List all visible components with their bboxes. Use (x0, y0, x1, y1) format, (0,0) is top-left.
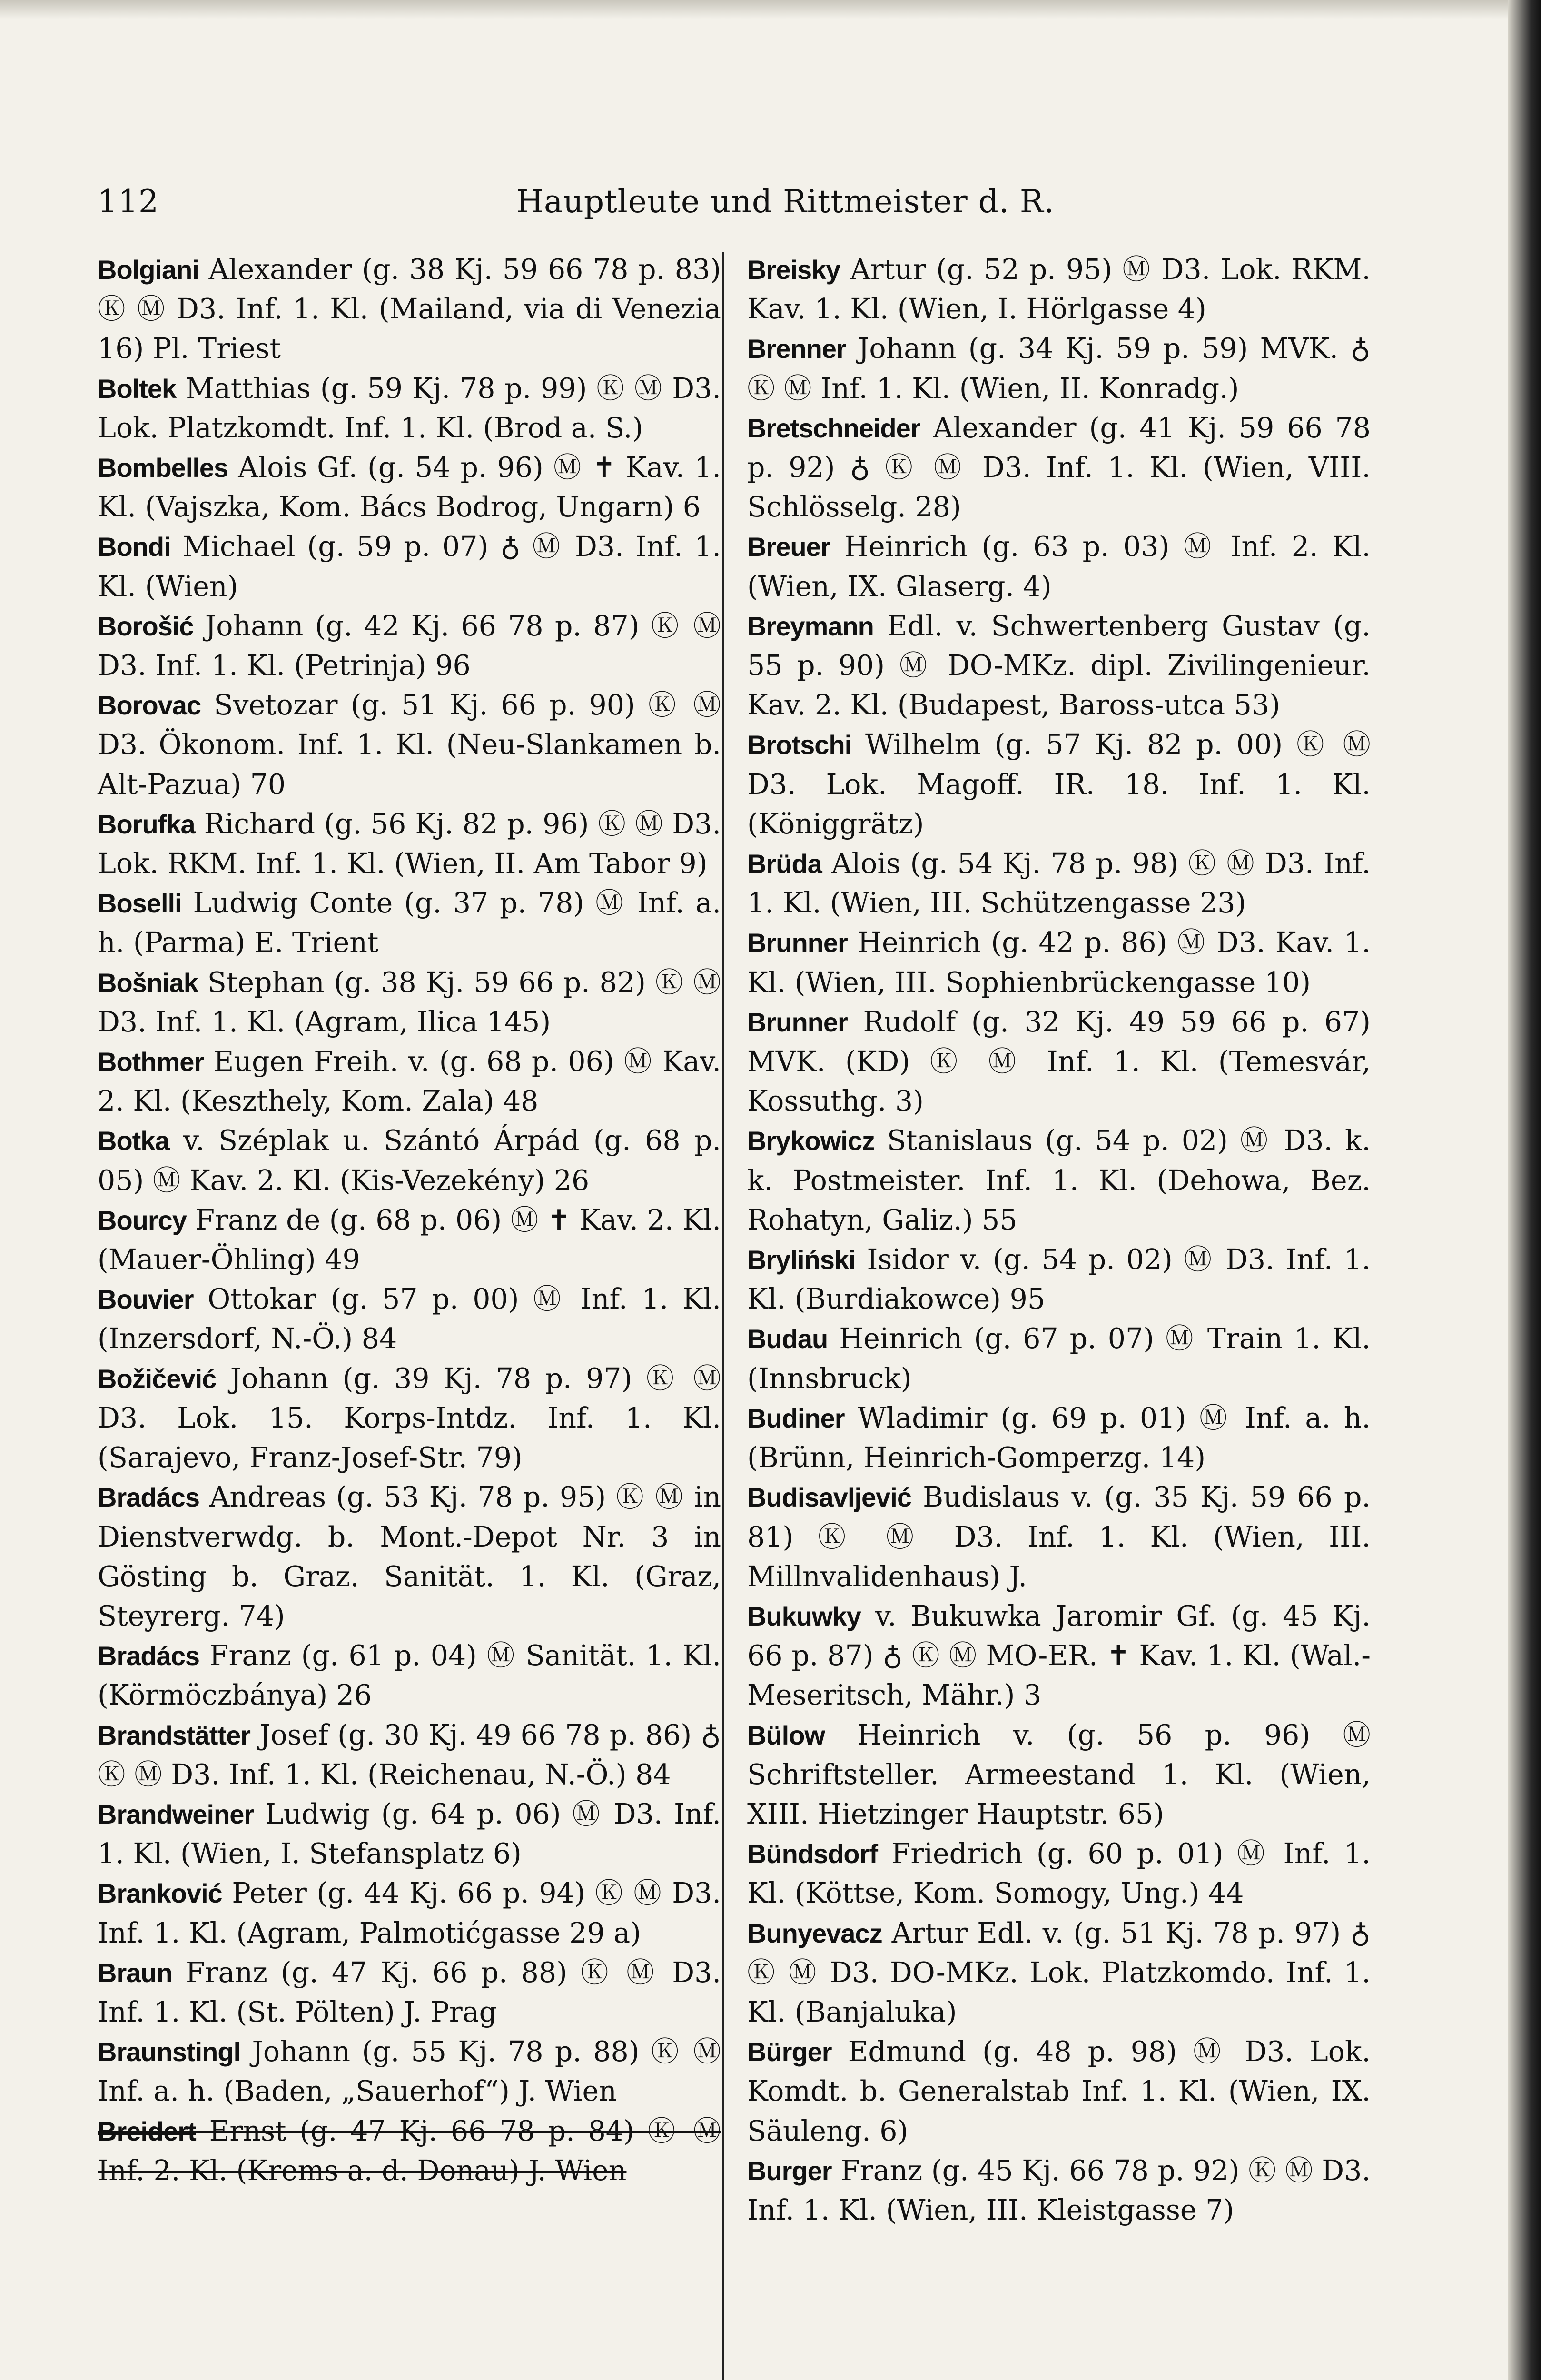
entry-text: Alexander (g. 38 Kj. 59 66 78 p. 83) Ⓚ Ⓜ D3. Inf. 1. Kl. (Mailand, via di Venezia 16) Pl. Triest (98, 253, 721, 365)
entry-text: Matthias (g. 59 Kj. 78 p. 99) Ⓚ Ⓜ D3. Lok. Platzkomdt. Inf. 1. Kl. (Brod a. S.) (98, 372, 721, 444)
entry-name: Bothmer (98, 1047, 204, 1077)
left-column (98, 250, 721, 2191)
directory-entry (747, 1834, 1371, 1913)
directory-entry (98, 883, 721, 962)
directory-entry (98, 1478, 721, 1636)
entry-name: Breymann (747, 611, 874, 641)
entry-name: Borufka (98, 809, 195, 839)
entry-text: Franz (g. 45 Kj. 66 78 p. 92) Ⓚ Ⓜ D3. Inf. 1. Kl. (Wien, III. Kleistgasse 7) (747, 2154, 1371, 2226)
directory-entry (98, 1359, 721, 1478)
directory-entry (98, 1953, 721, 2032)
entry-name: Breidert (98, 2116, 196, 2146)
entry-text: Peter (g. 44 Kj. 66 p. 94) Ⓚ Ⓜ D3. Inf. 1. Kl. (Agram, Palmotićgasse 29 a) (98, 1877, 721, 1949)
entry-name: Bretschneider (747, 413, 920, 443)
entry-name: Bondi (98, 532, 171, 562)
entry-text: Isidor v. (g. 54 p. 02) Ⓜ D3. Inf. 1. Kl. (Burdiakowce) 95 (747, 1243, 1371, 1316)
entry-text: Budislaus v. (g. 35 Kj. 59 66 p. 81) Ⓚ Ⓜ D3. Inf. 1. Kl. (Wien, III. Millnvalidenhaus) J. (747, 1481, 1371, 1593)
entry-name: Bukuwky (747, 1601, 861, 1631)
entry-text: Wladimir (g. 69 p. 01) Ⓜ Inf. a. h. (Brünn, Heinrich-Gomperzg. 14) (747, 1401, 1371, 1474)
page-number: 112 (98, 183, 159, 220)
entry-text: Artur Edl. v. (g. 51 Kj. 78 p. 97) ♁ Ⓚ Ⓜ D3. DO-MKz. Lok. Platzkomdo. Inf. 1. Kl. (Banjaluka) (747, 1916, 1371, 2028)
directory-entry (747, 1319, 1371, 1398)
entry-text: Johann (g. 34 Kj. 59 p. 59) MVK. ♁ Ⓚ Ⓜ Inf. 1. Kl. (Wien, II. Konradg.) (747, 332, 1371, 405)
entry-name: Budiner (747, 1403, 845, 1433)
entry-name: Brüda (747, 849, 822, 879)
column-divider (722, 252, 724, 2380)
entry-name: Bourcy (98, 1205, 187, 1235)
entry-text: Johann (g. 55 Kj. 78 p. 88) Ⓚ Ⓜ Inf. a. h. (Baden, „Sauerhof“) J. Wien (98, 2035, 721, 2108)
entry-text: Heinrich (g. 63 p. 03) Ⓜ Inf. 2. Kl. (Wien, IX. Glaserg. 4) (747, 530, 1371, 603)
entry-name: Boselli (98, 888, 182, 919)
entry-name: Brandweiner (98, 1799, 254, 1829)
entry-text: Franz (g. 61 p. 04) Ⓜ Sanität. 1. Kl. (Körmöczbánya) 26 (98, 1639, 721, 1712)
entry-name: Brandstätter (98, 1720, 250, 1750)
entry-text: Wilhelm (g. 57 Kj. 82 p. 00) Ⓚ Ⓜ D3. Lok. Magoff. IR. 18. Inf. 1. Kl. (Königgrätz) (747, 728, 1371, 840)
entry-name: Borovac (98, 690, 201, 721)
entry-text: Alexander (g. 41 Kj. 59 66 78 p. 92) ♁ Ⓚ Ⓜ D3. Inf. 1. Kl. (Wien, VIII. Schlösselg. 28) (747, 411, 1371, 524)
entry-text: v. Bukuwka Jaromir Gf. (g. 45 Kj. 66 p. 87) ♁ Ⓚ Ⓜ MO-ER. ✝ Kav. 1. Kl. (Wal.-Meseritsch, Mähr.) 3 (747, 1599, 1371, 1712)
entry-name: Braunstingl (98, 2037, 241, 2067)
entry-text: Edl. v. Schwertenberg Gustav (g. 55 p. 90) Ⓜ DO-MKz. dipl. Zivilingenieur. Kav. 2. Kl. (Budapest, Baross-utca 53) (747, 609, 1371, 722)
entry-text: Johann (g. 39 Kj. 78 p. 97) Ⓚ Ⓜ D3. Lok. 15. Korps-Intdz. Inf. 1. Kl. (Sarajevo, Franz-Josef-Str. 79) (98, 1362, 721, 1474)
entry-text: Alois Gf. (g. 54 p. 96) Ⓜ ✝ Kav. 1. Kl. (Vajszka, Kom. Bács Bodrog, Ungarn) 6 (98, 451, 721, 524)
directory-entry (98, 1874, 721, 1953)
directory-entry (747, 1002, 1371, 1121)
directory-entry (747, 606, 1371, 725)
directory-entry (98, 1042, 721, 1121)
page-header (98, 183, 1473, 226)
directory-entry (747, 250, 1371, 329)
entry-name: Brenner (747, 334, 846, 364)
directory-entry (98, 448, 721, 527)
entry-name: Bolgiani (98, 255, 199, 285)
entry-name: Bradács (98, 1641, 200, 1671)
entry-text: Rudolf (g. 32 Kj. 49 59 66 p. 67) MVK. (KD) Ⓚ Ⓜ Inf. 1. Kl. (Temesvár, Kossuthg. 3) (747, 1005, 1371, 1118)
entry-name: Brotschi (747, 730, 852, 760)
directory-entry (98, 606, 721, 685)
entry-text: Artur (g. 52 p. 95) Ⓜ D3. Lok. RKM. Kav. 1. Kl. (Wien, I. Hörlgasse 4) (747, 253, 1371, 326)
entry-name: Bunyevacz (747, 1918, 882, 1948)
directory-entry (747, 1597, 1371, 1716)
entry-name: Bošniak (98, 967, 198, 998)
entry-text: Svetozar (g. 51 Kj. 66 p. 90) Ⓚ Ⓜ D3. Ökonom. Inf. 1. Kl. (Neu-Slankamen b. Alt-Pazua) 70 (98, 689, 721, 801)
entry-name: Budisavljević (747, 1482, 911, 1513)
entry-name: Bradács (98, 1482, 200, 1513)
directory-entry (747, 1398, 1371, 1478)
right-column (747, 250, 1371, 2230)
entry-text: Stanislaus (g. 54 p. 02) Ⓜ D3. k. k. Postmeister. Inf. 1. Kl. (Dehowa, Bez. Rohatyn, Galiz.) 55 (747, 1124, 1371, 1236)
entry-text: Ludwig (g. 64 p. 06) Ⓜ D3. Inf. 1. Kl. (Wien, I. Stefansplatz 6) (98, 1797, 721, 1870)
page-top-shadow (0, 0, 1508, 19)
entry-text: Michael (g. 59 p. 07) ♁ Ⓜ D3. Inf. 1. Kl. (Wien) (98, 530, 721, 603)
page-edge (1508, 0, 1541, 2380)
entry-text: Eugen Freih. v. (g. 68 p. 06) Ⓜ Kav. 2. Kl. (Keszthely, Kom. Zala) 48 (98, 1045, 721, 1118)
directory-entry (98, 685, 721, 804)
directory-entry (747, 1478, 1371, 1597)
directory-entry (98, 1200, 721, 1279)
directory-entry (98, 250, 721, 369)
directory-entry (98, 1716, 721, 1795)
entry-text: Andreas (g. 53 Kj. 78 p. 95) Ⓚ Ⓜ in Dienstverwdg. b. Mont.-Depot Nr. 3 in Gösting b. Graz. Sanität. 1. Kl. (Graz, Steyrerg. 74) (98, 1481, 721, 1632)
entry-name: Burger (747, 2155, 832, 2186)
directory-entry (98, 804, 721, 883)
entry-text: Alois (g. 54 Kj. 78 p. 98) Ⓚ Ⓜ D3. Inf. 1. Kl. (Wien, III. Schützengasse 23) (747, 847, 1371, 920)
entry-text: Edmund (g. 48 p. 98) Ⓜ D3. Lok. Komdt. b. Generalstab Inf. 1. Kl. (Wien, IX. Säuleng. 6) (747, 2035, 1371, 2147)
directory-entry (747, 1716, 1371, 1835)
directory-entry (747, 329, 1371, 408)
directory-entry (98, 1795, 721, 1874)
directory-entry (98, 2032, 721, 2111)
entry-text: Ottokar (g. 57 p. 00) Ⓜ Inf. 1. Kl. (Inzersdorf, N.-Ö.) 84 (98, 1283, 721, 1355)
directory-entry (98, 963, 721, 1042)
directory-entry (98, 1279, 721, 1359)
entry-text: Ludwig Conte (g. 37 p. 78) Ⓜ Inf. a. h. (Parma) E. Trient (98, 887, 721, 959)
entry-text: Johann (g. 42 Kj. 66 78 p. 87) Ⓚ Ⓜ D3. Inf. 1. Kl. (Petrinja) 96 (98, 609, 721, 682)
directory-entry (747, 2151, 1371, 2230)
directory-entry (747, 1240, 1371, 1319)
struck-directory-entry (98, 2112, 721, 2191)
entry-name: Brykowicz (747, 1126, 875, 1156)
directory-entry (98, 1636, 721, 1715)
directory-entry (747, 923, 1371, 1002)
entry-text: Josef (g. 30 Kj. 49 66 78 p. 86) ♁ Ⓚ Ⓜ D3. Inf. 1. Kl. (Reichenau, N.-Ö.) 84 (98, 1718, 721, 1791)
entry-name: Bürger (747, 2037, 832, 2067)
directory-entry (747, 1121, 1371, 1240)
entry-name: Bombelles (98, 453, 228, 483)
directory-entry (98, 527, 721, 606)
entry-text: Heinrich (g. 42 p. 86) Ⓜ D3. Kav. 1. Kl. (Wien, III. Sophienbrückengasse 10) (747, 926, 1371, 999)
entry-name: Božičević (98, 1363, 217, 1394)
directory-entry (747, 527, 1371, 606)
entry-name: Bryliński (747, 1245, 856, 1275)
entry-text: v. Széplak u. Szántó Árpád (g. 68 p. 05) Ⓜ Kav. 2. Kl. (Kis-Vezekény) 26 (98, 1124, 721, 1197)
directory-entry (747, 844, 1371, 923)
entry-text: Heinrich (g. 67 p. 07) Ⓜ Train 1. Kl. (Innsbruck) (747, 1322, 1371, 1395)
entry-name: Braun (98, 1957, 172, 1988)
directory-entry (98, 1121, 721, 1200)
entry-text: Franz de (g. 68 p. 06) Ⓜ ✝ Kav. 2. Kl. (Mauer-Öhling) 49 (98, 1203, 721, 1276)
entry-name: Bouvier (98, 1284, 194, 1315)
running-title: Hauptleute und Rittmeister d. R. (516, 183, 1055, 220)
entry-name: Budau (747, 1324, 828, 1354)
directory-entry (747, 725, 1371, 844)
directory-entry (747, 2032, 1371, 2151)
entry-name: Breuer (747, 532, 830, 562)
entry-name: Breisky (747, 255, 840, 285)
directory-entry (98, 369, 721, 448)
entry-text: Heinrich v. (g. 56 p. 96) Ⓜ Schriftsteller. Armeestand 1. Kl. (Wien, XIII. Hietzinger Hauptstr. 65) (747, 1718, 1371, 1830)
entry-text: Richard (g. 56 Kj. 82 p. 96) Ⓚ Ⓜ D3. Lok. RKM. Inf. 1. Kl. (Wien, II. Am Tabor 9) (98, 807, 721, 880)
entry-text: Franz (g. 47 Kj. 66 p. 88) Ⓚ Ⓜ D3. Inf. 1. Kl. (St. Pölten) J. Prag (98, 1956, 721, 2028)
entry-name: Botka (98, 1126, 169, 1156)
entry-name: Branković (98, 1878, 222, 1909)
entry-name: Brunner (747, 928, 848, 958)
directory-entry (747, 408, 1371, 527)
directory-entry (747, 1914, 1371, 2033)
entry-name: Brunner (747, 1007, 848, 1037)
entry-name: Boltek (98, 373, 177, 404)
entry-text: Stephan (g. 38 Kj. 59 66 p. 82) Ⓚ Ⓜ D3. Inf. 1. Kl. (Agram, Ilica 145) (98, 966, 721, 1038)
entry-text: Ernst (g. 47 Kj. 66 78 p. 84) Ⓚ Ⓜ Inf. 2. Kl. (Krems a. d. Donau) J. Wien (98, 2114, 721, 2187)
entry-name: Borošić (98, 611, 194, 641)
entry-name: Bülow (747, 1720, 825, 1750)
entry-name: Bündsdorf (747, 1839, 878, 1869)
entry-text: Friedrich (g. 60 p. 01) Ⓜ Inf. 1. Kl. (Köttse, Kom. Somogy, Ung.) 44 (747, 1837, 1371, 1910)
